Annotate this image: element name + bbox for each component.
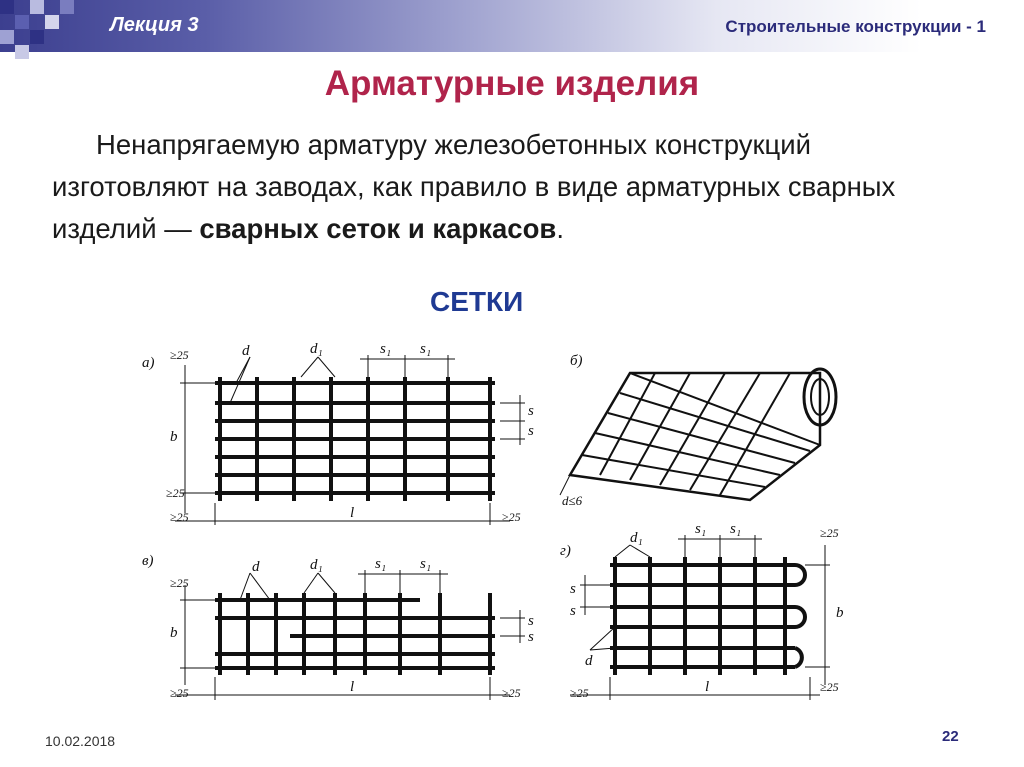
course-title: Строительные конструкции - 1 — [725, 17, 986, 36]
label-g: г) — [560, 543, 571, 559]
page-number: 22 — [942, 728, 959, 745]
label-v: в) — [142, 553, 154, 569]
label-g-s-2: s — [570, 603, 576, 619]
lecture-label: Лекция 3 — [110, 14, 199, 36]
label-g-d1: d₁ — [630, 530, 643, 546]
mesh-drawings — [130, 325, 870, 725]
slide-title: Арматурные изделия — [324, 64, 700, 103]
label-a-s1-1: s₁ — [380, 341, 392, 357]
label-a-s1-2: s₁ — [420, 341, 432, 357]
label-v-s-2: s — [528, 629, 534, 645]
mesh-d — [570, 535, 830, 700]
label-a: а) — [142, 355, 155, 371]
decorative-squares — [0, 0, 90, 60]
label-g-b: b — [836, 605, 844, 621]
label-b: б) — [570, 353, 583, 369]
label-v-ge25-top: ≥25 — [170, 576, 189, 590]
label-v-s1-2: s₁ — [420, 556, 432, 572]
label-v-l: l — [350, 679, 355, 695]
label-v-d1: d₁ — [310, 557, 323, 573]
label-v-b: b — [170, 625, 178, 641]
subtitle: СЕТКИ — [430, 286, 524, 317]
label-v-ge25-right: ≥25 — [502, 686, 521, 700]
label-a-b: b — [170, 429, 178, 445]
label-g-d: d — [585, 653, 593, 669]
label-a-ge25-bottom: ≥25 — [166, 486, 185, 500]
label-a-s-1: s — [528, 403, 534, 419]
label-v-d: d — [252, 559, 260, 575]
paragraph-bold-2: каркасов — [432, 213, 557, 244]
paragraph-text: Ненапрягаемую арматуру железобетонных конструкций изготовляют на заводах, как правило в виде арматурных сварных изделий — — [52, 129, 896, 244]
label-v-ge25-left: ≥25 — [170, 686, 189, 700]
mesh-a — [175, 355, 525, 525]
label-a-l: l — [350, 505, 355, 521]
label-g-s-1: s — [570, 581, 576, 597]
label-v-s1-1: s₁ — [375, 556, 387, 572]
label-g-ge25-bottom: ≥25 — [820, 680, 839, 694]
label-a-ge25-left: ≥25 — [170, 510, 189, 524]
label-b-d: d≤6 — [562, 493, 583, 508]
label-g-s1-1: s₁ — [695, 521, 707, 537]
slide-paragraph — [52, 124, 912, 250]
label-g-ge25-left: ≥25 — [570, 686, 589, 700]
paragraph-bold-1: сварных сеток и — [199, 213, 425, 244]
footer-date: 10.02.2018 — [45, 733, 116, 749]
label-g-l: l — [705, 679, 710, 695]
label-a-d1: d₁ — [310, 341, 323, 357]
label-a-s-2: s — [528, 423, 534, 439]
label-g-s1-2: s₁ — [730, 521, 742, 537]
label-g-ge25-top: ≥25 — [820, 526, 839, 540]
label-a-ge25-right: ≥25 — [502, 510, 521, 524]
label-a-ge25-top: ≥25 — [170, 348, 189, 362]
paragraph-end: . — [556, 213, 564, 244]
label-v-s-1: s — [528, 613, 534, 629]
label-a-d: d — [242, 343, 250, 359]
mesh-b-roll — [560, 369, 836, 500]
